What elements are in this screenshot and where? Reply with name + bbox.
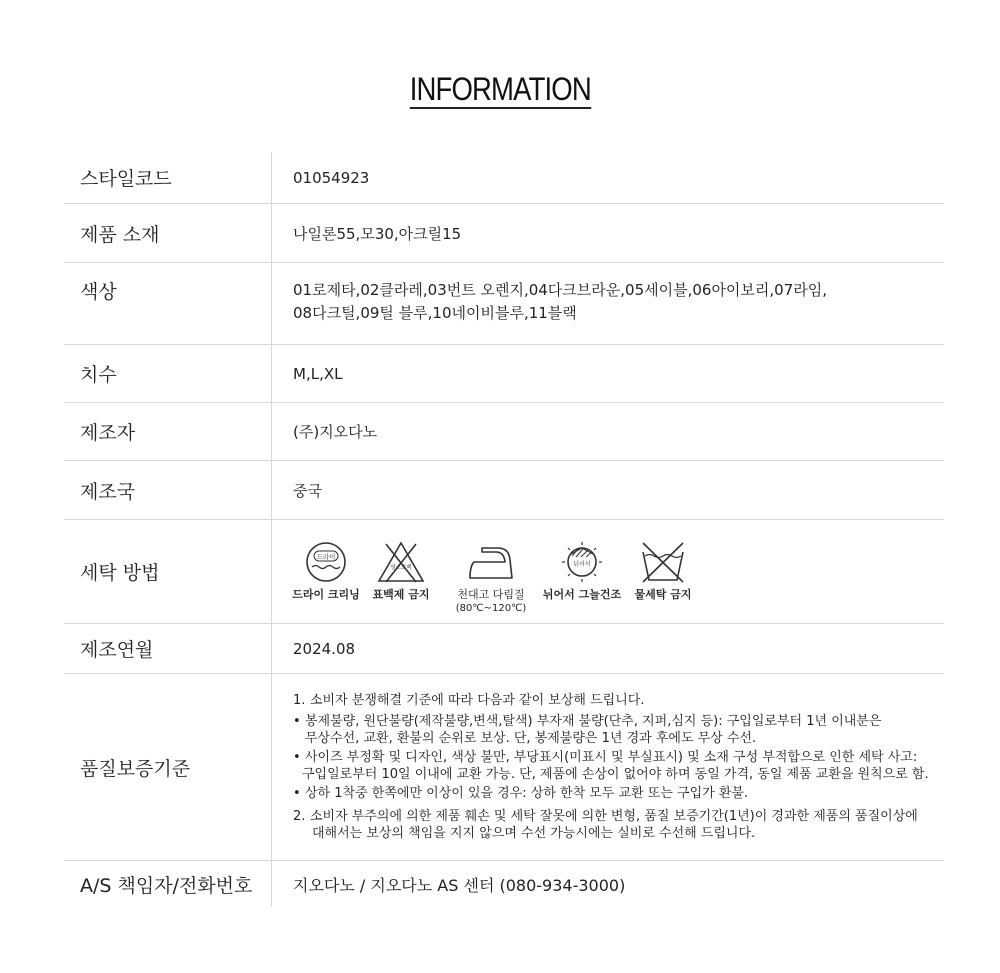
row-maker <box>64 403 944 461</box>
care-caption: 드라이 크리닝 <box>292 588 360 601</box>
warranty-number: 2. <box>293 809 306 824</box>
row-label: 세탁 방법 <box>64 520 272 623</box>
bullet-text <box>305 785 748 802</box>
care-caption: 물세탁 금지 <box>634 588 692 601</box>
color-value <box>272 263 944 344</box>
row-size <box>64 345 944 403</box>
shade-dry-icon <box>560 540 604 584</box>
care-symbols <box>272 520 944 623</box>
warranty-p2-line: 소비자 부주의에 의한 제품 훼손 및 세탁 잘못에 의한 변형, 품질 보증기간(1년)이 경과한 제품의 품질이상에 <box>310 809 918 824</box>
color-line: 08다크틸,09틸 블루,10네이비블루,11블랙 <box>293 304 577 322</box>
row-label: 치수 <box>64 345 272 402</box>
dry-clean-icon-text: 드라이 <box>316 553 336 561</box>
no-wash-icon <box>639 540 687 584</box>
row-date <box>64 624 944 674</box>
warranty-number: 1. <box>293 693 306 708</box>
row-warranty <box>64 674 944 861</box>
row-label: A/S 책임자/전화번호 <box>64 861 272 907</box>
warranty-paragraph-2 <box>293 808 918 842</box>
row-style-code <box>64 152 944 204</box>
as-value: 지오다노 / 지오다노 AS 센터 (080-934-3000) <box>293 875 626 895</box>
warranty-bullet <box>293 785 748 802</box>
warranty-p1-text: 소비자 분쟁해결 기준에 따라 다음과 같이 보상해 드립니다. <box>310 693 645 708</box>
bullet-line: 사이즈 부정확 및 디자인, 색상 불만, 부당표시(미표시 및 부실표시) 및 소재 구성 부적합으로 인한 세탁 사고: <box>305 750 918 765</box>
warranty-paragraph-1 <box>293 692 644 709</box>
bullet-text <box>305 713 881 747</box>
style-code-value: 01054923 <box>293 168 370 187</box>
row-as <box>64 861 944 907</box>
care-caption: 뉘어서 그늘건조 <box>542 588 622 601</box>
shade-dry-icon-text: 뉘어서 <box>573 561 591 568</box>
care-subcaption: (80℃~120℃) <box>455 603 527 614</box>
bullet-mark: • <box>293 750 301 765</box>
row-label: 품질보증기준 <box>64 674 272 860</box>
maker-value: (주)지오다노 <box>293 423 378 441</box>
bullet-text <box>302 749 929 783</box>
row-label: 제품 소재 <box>64 204 272 262</box>
row-material <box>64 204 944 263</box>
row-label: 제조국 <box>64 461 272 519</box>
warranty-p2-text <box>310 808 918 842</box>
size-value: M,L,XL <box>293 364 343 383</box>
row-label: 제조자 <box>64 403 272 460</box>
warranty-bullet <box>293 749 929 783</box>
warranty-bullet <box>293 713 881 747</box>
care-item-shade-dry <box>539 540 625 602</box>
bullet-line: 구입일로부터 10일 이내에 교환 가능. 단, 제품에 손상이 없어야 하며 동일 가격, 동일 제품 교환을 원칙으로 함. <box>302 767 929 782</box>
warranty-p2-line: 대해서는 보상의 책임을 지지 않으며 수선 가능시에는 실비로 수선해 드립니다. <box>312 826 756 841</box>
care-caption: 천대고 다림질 <box>457 588 525 601</box>
dry-clean-icon <box>304 540 348 584</box>
warranty-text <box>272 674 944 860</box>
bullet-line: 무상수선, 교환, 환불의 순위로 보상. 단, 봉제불량은 1년 경과 후에도 무상 수선. <box>305 731 757 746</box>
page-title: INFORMATION <box>409 71 591 107</box>
care-item-iron <box>443 540 539 615</box>
row-color <box>64 263 944 345</box>
care-item-dry-clean <box>293 540 359 602</box>
row-country <box>64 461 944 520</box>
page-title-wrap <box>0 72 1000 109</box>
bullet-line: 상하 1착중 한쪽에만 이상이 있을 경우: 상하 한착 모두 교환 또는 구입가 환불. <box>305 786 749 801</box>
bullet-mark: • <box>293 786 301 801</box>
row-label: 스타일코드 <box>64 152 272 203</box>
care-caption: 표백제 금지 <box>372 588 430 601</box>
row-label: 색상 <box>64 263 272 344</box>
row-washing <box>64 520 944 624</box>
no-bleach-icon <box>376 540 426 584</box>
date-value: 2024.08 <box>293 639 356 658</box>
material-value: 나일론55,모30,아크릴15 <box>293 224 462 243</box>
no-bleach-icon-text: 염소표백 <box>390 565 412 571</box>
bullet-line: 봉제불량, 원단불량(제작불량,변색,탈색) 부자재 불량(단추, 지퍼,심지 등): 구입일로부터 1년 이내분은 <box>305 714 882 729</box>
bullet-mark: • <box>293 714 301 729</box>
color-line: 01로제타,02클라레,03번트 오렌지,04다크브라운,05세이블,06아이보리,07라임, <box>293 281 828 299</box>
country-value: 중국 <box>293 481 322 500</box>
row-label: 제조연월 <box>64 624 272 673</box>
iron-icon <box>466 540 516 584</box>
care-item-no-bleach <box>359 540 443 602</box>
care-item-no-wash <box>625 540 701 602</box>
info-table <box>64 152 944 907</box>
